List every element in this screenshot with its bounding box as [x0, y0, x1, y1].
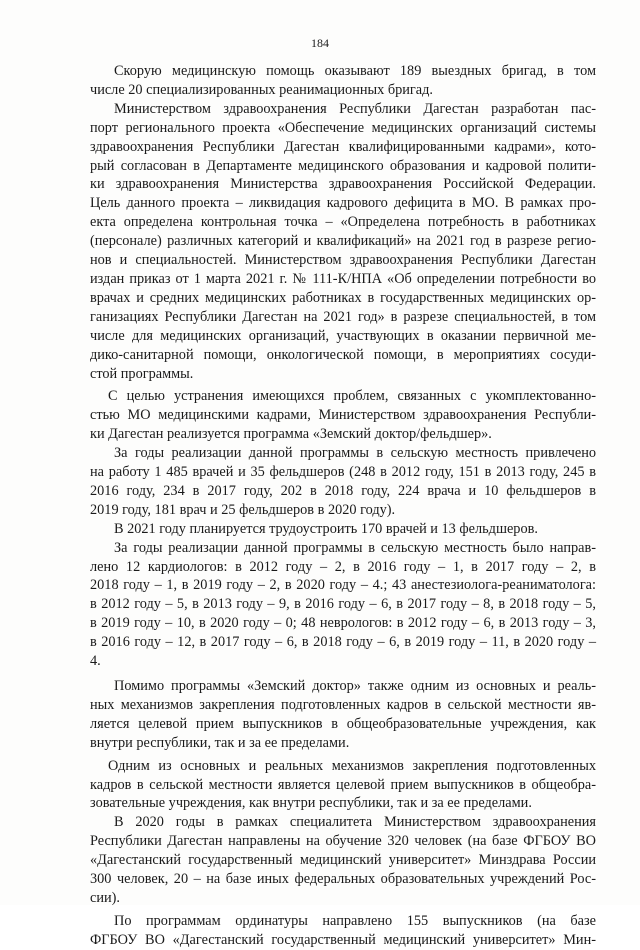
text-line: Республики Дагестан направлены на обучение 320 человек (на базе ФГБОУ ВО [90, 833, 596, 850]
text-line: «Дагестанский государственный медицинский университет» Минздрава России [90, 852, 596, 869]
text-line: Скорую медицинскую помощь оказывают 189 выездных бригад, в том [114, 63, 596, 79]
text-line: ных механизмов закрепления подготовленных кадров в сельской местности яв- [90, 696, 596, 713]
text-line: ки Дагестан реализуется программа «Земский доктор/фельдшер». [90, 426, 492, 443]
text-line: на работу 1 485 врачей и 35 фельдшеров (248 в 2012 году, 151 в 2013 году, 245 в [90, 464, 596, 481]
text-line: Одним из основных и реальных механизмов закрепления подготовленных [108, 757, 596, 774]
text-line: ФГБОУ ВО «Дагестанский государственный медицинский университет» Мин- [90, 931, 596, 948]
text-line: В 2021 году планируется трудоустроить 170 врачей и 13 фельдшеров. [114, 520, 538, 537]
text-line: 4. [90, 653, 101, 670]
text-line: рый согласован в Департаменте медицинского образования и кадровой полити- [90, 157, 596, 174]
text-line: За годы реализации данной программы в сельскую местность привлечено [114, 445, 596, 462]
page-number: 184 [311, 36, 329, 50]
text-line: екта определена контрольная точка – «Определена потребность в работниках [90, 214, 596, 231]
text-line: С целью устранения имеющихся проблем, связанных с укомплектованно- [108, 388, 596, 405]
text-line: 2016 году, 234 в 2017 году, 202 в 2018 году, 224 врача и 10 фельдшеров в [90, 482, 596, 499]
text-line: издан приказ от 1 марта 2021 г. № 111-К/НПА «Об определении потребности во [90, 270, 596, 287]
paragraph-targeted-admission-1 [90, 677, 596, 753]
text-line: 2019 году, 181 врач и 25 фельдшеров в 2020 году). [90, 501, 396, 518]
text-line: стью МО медицинскими кадрами, Министерством здравоохранения Республи- [90, 407, 596, 424]
text-line: По программам ординатуры направлено 155 выпускников (на базе [114, 912, 596, 929]
text-line: в 2016 году – 12, в 2017 году – 6, в 2018 году – 6, в 2019 году – 11, в 2020 году – [90, 634, 596, 651]
text-line: кадров в сельской местности является целевой прием выпускников в общеобра- [90, 776, 596, 793]
text-line: стой программы. [90, 365, 194, 382]
text-line: здравоохранения Республики Дагестан квалифицированными кадрами», кото- [90, 138, 596, 155]
text-line: Цель данного проекта – ликвидация кадрового дефицита в МО. В рамках про- [90, 195, 596, 212]
paragraph-zemsky-program [90, 387, 596, 444]
paragraph-plan-2021 [90, 520, 596, 539]
text-line: сии). [90, 889, 120, 906]
paragraph-regional-project [90, 100, 596, 384]
text-line: лено 12 кардиологов: в 2012 году – 2, в 2016 году – 1, в 2017 году – 2, в [90, 558, 596, 575]
paragraph-residency [90, 912, 596, 950]
paragraph-ambulance [90, 62, 596, 100]
text-line: в 2012 году – 5, в 2013 году – 9, в 2016 году – 6, в 2017 году – 8, в 2018 году – 5, [90, 596, 596, 613]
text-line: 2018 году – 1, в 2019 году – 2, в 2020 году – 4.; 43 анестезиолога-реаниматолога: [90, 577, 596, 594]
text-line: внутри республики, так и за ее пределами. [90, 734, 350, 751]
text-line: порт регионального проекта «Обеспечение медицинских организаций системы [90, 119, 596, 136]
text-line: врачах и средних медицинских работниках в государственных медицинских ор- [90, 289, 596, 306]
paragraph-specialists [90, 539, 596, 671]
text-line: Помимо программы «Земский доктор» также одним из основных и реаль- [114, 678, 596, 694]
paragraph-targeted-admission-2 [90, 757, 596, 814]
text-line: числе 20 специализированных реанимационных бригад. [90, 81, 433, 98]
text-line: ганизациях Республики Дагестан на 2021 год» в разрезе специальностей, в том [90, 308, 596, 325]
text-line: нов и специальностей. Министерством здравоохранения Республики Дагестан [90, 252, 596, 269]
text-line: зовательные учреждения, как внутри республики, так и за ее пределами. [90, 795, 532, 812]
text-line: Министерством здравоохранения Республики Дагестан разработан пас- [114, 100, 596, 117]
text-line: В 2020 годы в рамках специалитета Министерством здравоохранения [114, 814, 596, 831]
document-body [90, 62, 596, 950]
text-line: в 2019 году – 10, в 2020 году – 0; 48 неврологов: в 2012 году – 6, в 2013 году – 3, [90, 615, 596, 632]
text-line: За годы реализации данной программы в сельскую местность было направ- [114, 539, 596, 556]
text-line: ки здравоохранения Министерства здравоохранения Российской Федерации. [90, 176, 596, 193]
text-line: 300 человек, 20 – на базе иных федеральных образовательных учреждений Рос- [90, 871, 596, 888]
text-line: числе для медицинских организаций, участвующих в оказании первичной ме- [90, 327, 596, 344]
text-line: ляется целевой прием выпускников в общеобразовательные учреждения, как [90, 715, 596, 732]
text-line: (персонале) различных категорий и квалификаций» на 2021 год в разрезе регио- [90, 233, 596, 250]
paragraph-specialty-2020 [90, 813, 596, 908]
text-line: дико-санитарной помощи, онкологической помощи, в мероприятиях сосуди- [90, 346, 596, 363]
paragraph-recruited [90, 444, 596, 520]
